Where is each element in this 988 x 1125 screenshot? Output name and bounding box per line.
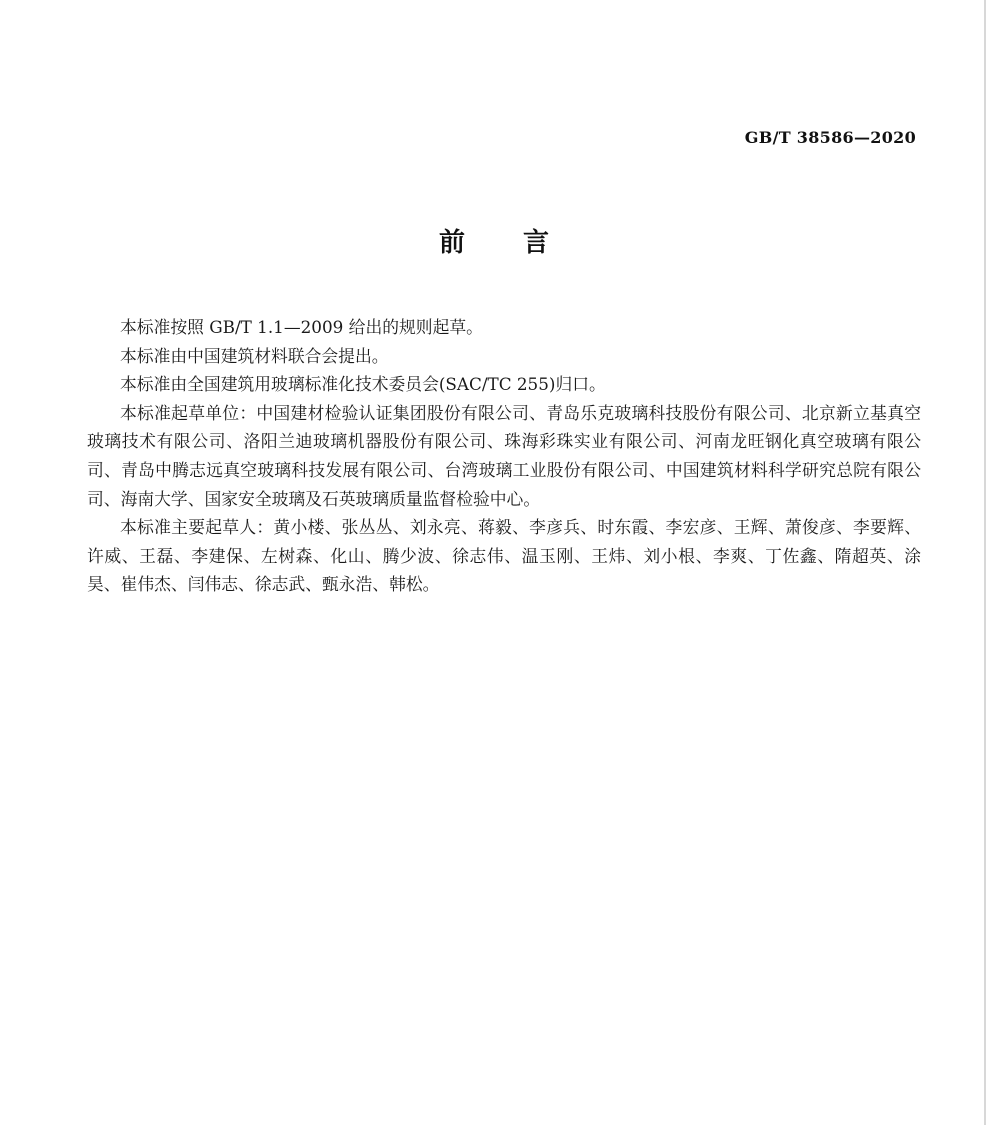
paragraph-drafting-units: 本标准起草单位：中国建材检验认证集团股份有限公司、青岛乐克玻璃科技股份有限公司、北京新立基真空玻璃技术有限公司、洛阳兰迪玻璃机器股份有限公司、珠海彩珠实业有限公司、河南龙旺钢化真空玻璃有限公司、青岛中腾志远真空玻璃科技发展有限公司、台湾玻璃工业股份有限公司、中国建筑材料科学研究总院有限公司、海南大学、国家安全玻璃及石英玻璃质量监督检验中心。: [87, 402, 921, 509]
paragraph-under-jurisdiction: 本标准由全国建筑用玻璃标准化技术委员会(SAC/TC 255)归口。: [120, 374, 606, 395]
foreword-body: [87, 313, 921, 599]
paragraph-drafting-rules: 本标准按照 GB/T 1.1—2009 给出的规则起草。: [120, 317, 483, 337]
standard-number: GB/T 38586—2020: [744, 128, 916, 147]
paragraph-proposed-by: 本标准由中国建筑材料联合会提出。: [120, 345, 389, 366]
paragraph-main-drafters: 本标准主要起草人：黄小楼、张丛丛、刘永亮、蒋毅、李彦兵、时东霞、李宏彦、王辉、萧俊彦、李要辉、许威、王磊、李建保、左树森、化山、腾少波、徐志伟、温玉刚、王炜、刘小根、李爽、丁佐鑫、隋超英、涂昊、崔伟杰、闫伟志、徐志武、甄永浩、韩松。: [87, 517, 921, 595]
page-title: 前言: [438, 228, 607, 258]
